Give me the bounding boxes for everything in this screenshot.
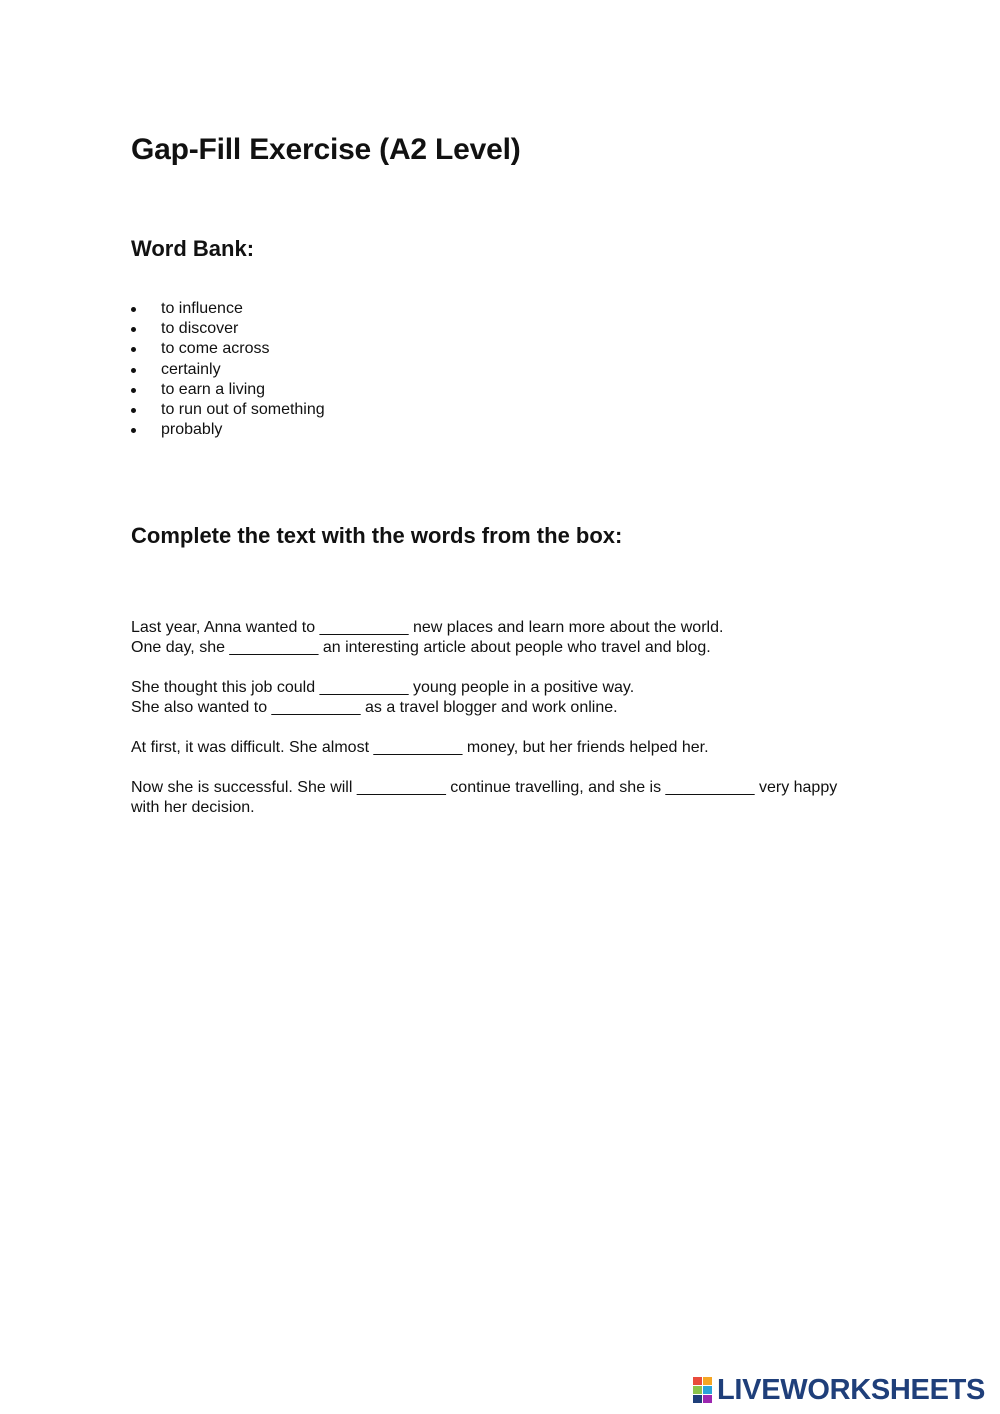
exercise-instructions-heading: Complete the text with the words from the box: <box>131 523 623 548</box>
bullet-icon <box>131 327 136 332</box>
list-item: to come across <box>131 339 325 359</box>
bullet-icon <box>131 428 136 433</box>
logo-text: LIVEWORKSHEETS <box>717 1374 986 1406</box>
bullet-icon <box>131 368 136 373</box>
exercise-paragraph-1 <box>131 618 851 658</box>
list-item: certainly <box>131 360 325 380</box>
exercise-line: Last year, Anna wanted to __________ new places and learn more about the world. <box>131 619 724 636</box>
page-title: Gap-Fill Exercise (A2 Level) <box>131 133 521 166</box>
word-bank-heading: Word Bank: <box>131 236 255 261</box>
exercise-paragraph-3 <box>131 738 851 758</box>
list-item: to run out of something <box>131 400 325 420</box>
list-item: to earn a living <box>131 380 325 400</box>
bullet-icon <box>131 408 136 413</box>
list-item: probably <box>131 420 325 440</box>
list-item: to discover <box>131 319 325 339</box>
exercise-line: Now she is successful. She will __________ continue travelling, and she is __________ very happy with her decision. <box>131 779 838 817</box>
bullet-icon <box>131 347 136 352</box>
bullet-icon <box>131 388 136 393</box>
exercise-line: She also wanted to __________ as a travel blogger and work online. <box>131 699 618 717</box>
bullet-icon <box>131 307 136 312</box>
exercise-line: One day, she __________ an interesting article about people who travel and blog. <box>131 639 711 657</box>
list-item: to influence <box>131 299 325 319</box>
word-bank-list <box>131 299 325 440</box>
exercise-line: At first, it was difficult. She almost __________ money, but her friends helped her. <box>131 739 709 756</box>
exercise-paragraph-4 <box>131 778 851 818</box>
exercise-line: She thought this job could __________ young people in a positive way. <box>131 679 635 696</box>
exercise-paragraph-2 <box>131 678 851 718</box>
liveworksheets-logo[interactable] <box>693 1373 985 1407</box>
liveworksheets-logo-icon <box>693 1377 713 1403</box>
